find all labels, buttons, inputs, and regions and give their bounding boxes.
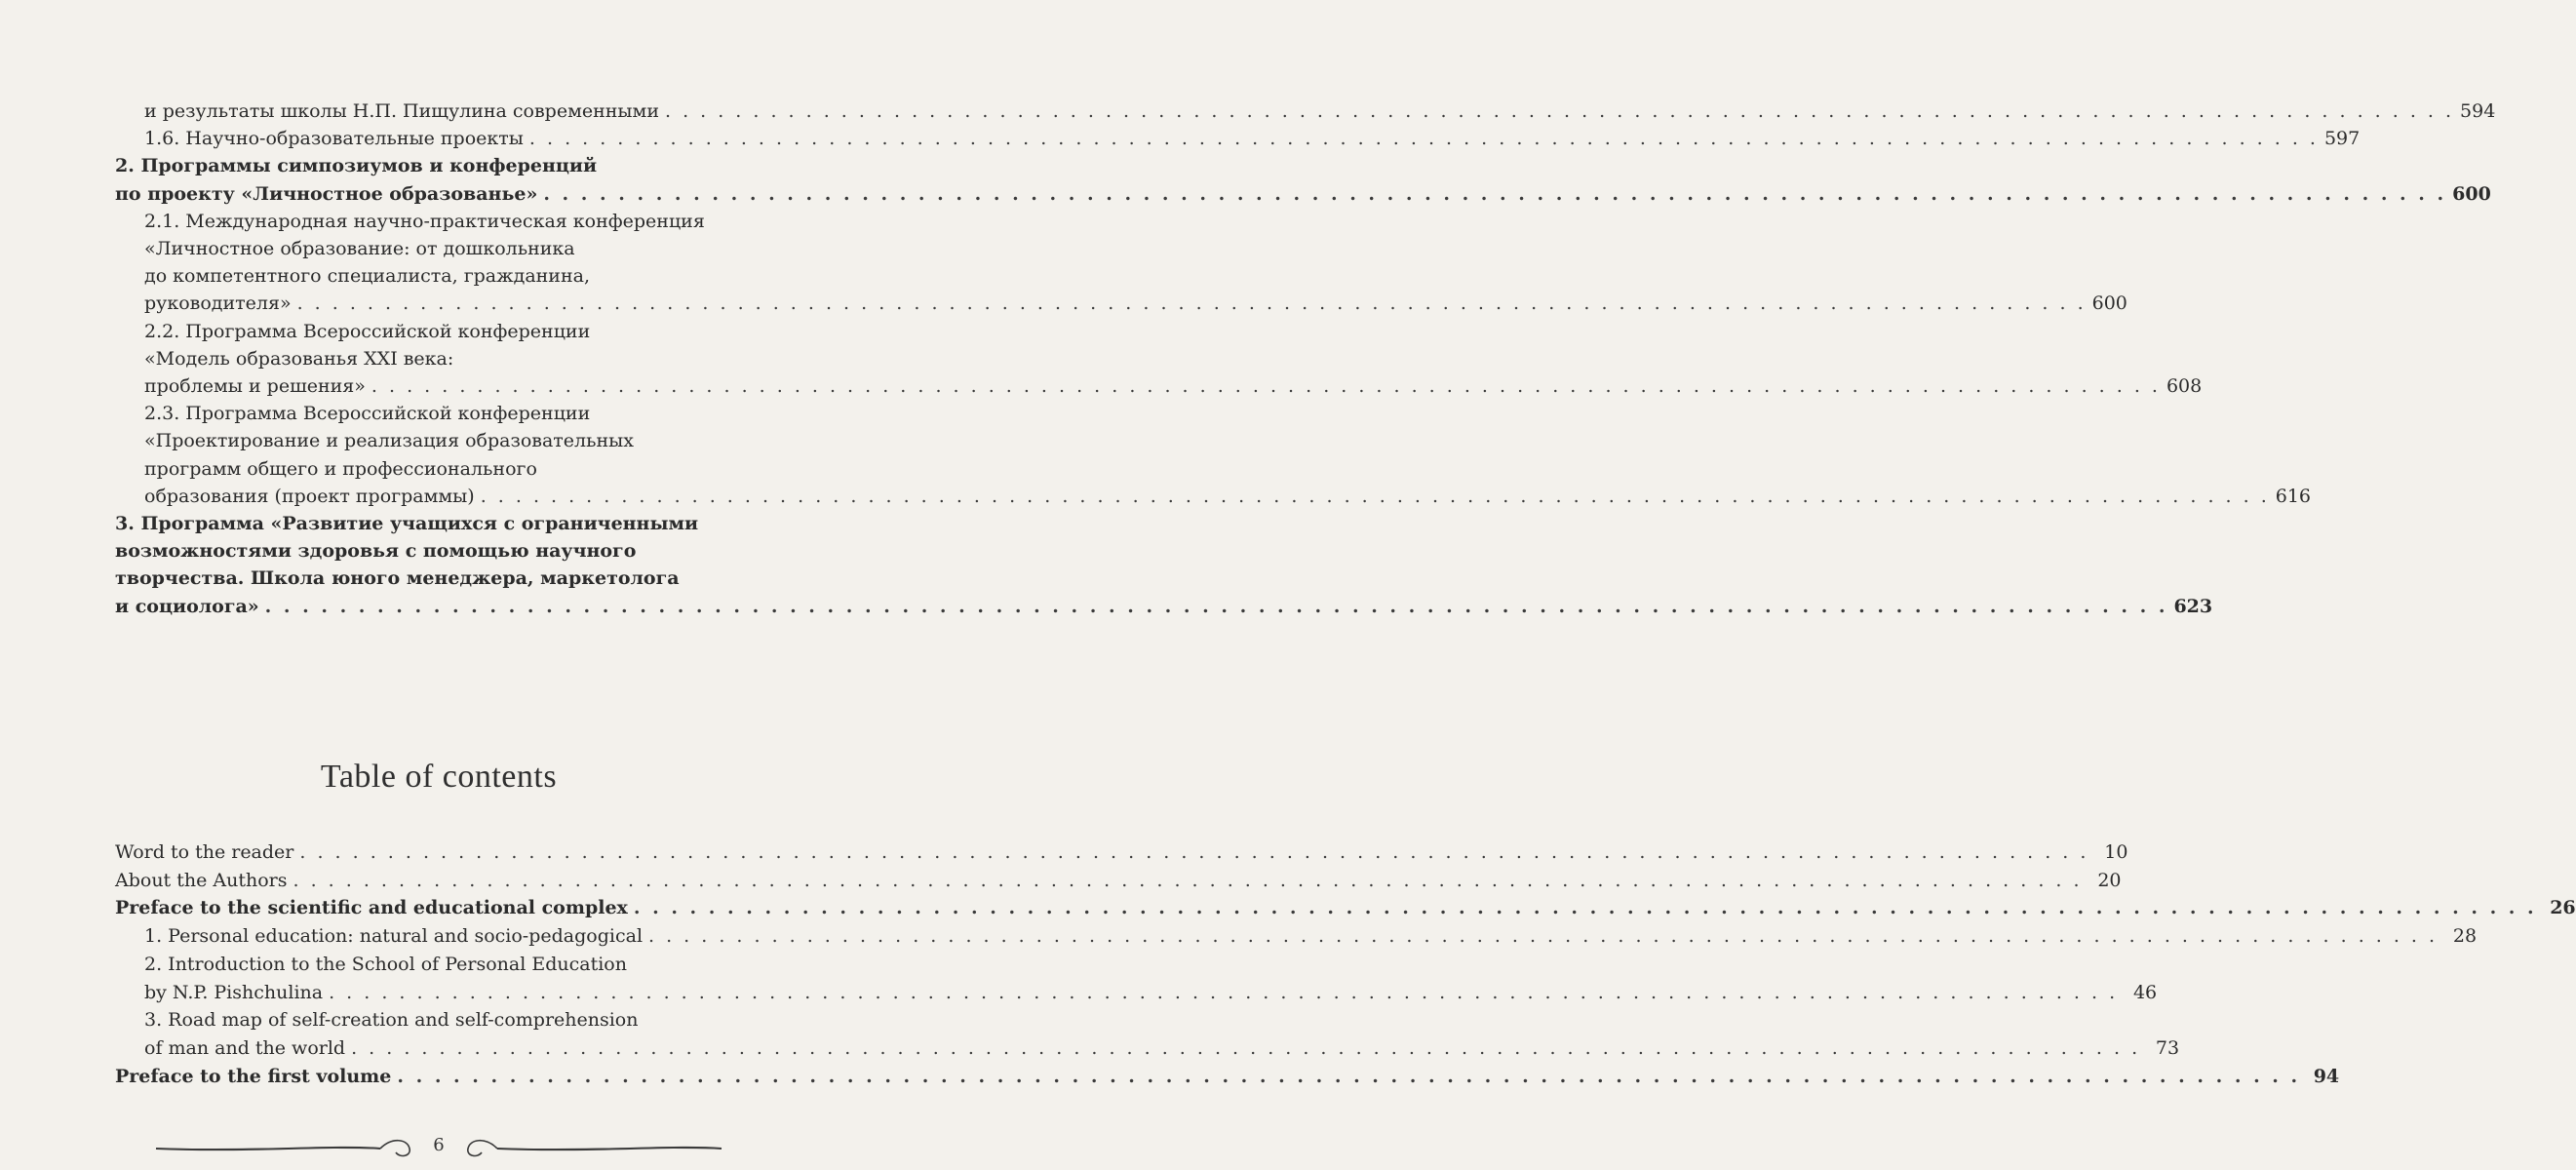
toc-entry-title: Preface to the first volume (115, 1065, 392, 1087)
toc-entry-title: 3. Программа «Развитие учащихся с ограниченными (115, 513, 699, 534)
toc-entry (115, 949, 780, 980)
toc-entry (115, 920, 2478, 952)
toc-entry-title: и результаты школы Н.П. Пищулина современными (144, 100, 659, 122)
toc-entry (115, 453, 780, 485)
toc-entry (115, 343, 780, 374)
toc-entry-title: 2. Программы симпозиумов и конференций (115, 155, 598, 177)
toc-entry (115, 150, 780, 181)
toc-entry (115, 260, 780, 292)
toc-entry (115, 508, 780, 539)
toc-entry-title: 2.1. Международная научно-практическая конференция (144, 210, 705, 232)
toc-entry-title: проблемы и решения» (144, 375, 366, 397)
toc-entry (115, 865, 2122, 896)
toc-entry (115, 977, 2158, 1008)
page-number: 6 (433, 1135, 445, 1155)
toc-entry-title: до компетентного специалиста, гражданина, (144, 265, 591, 288)
toc-entry (115, 233, 780, 264)
toc-entry-page: 600 (2452, 182, 2491, 205)
dot-leader (481, 481, 2270, 512)
toc-entry-page: 26 (2550, 897, 2576, 919)
toc-entry-page: 608 (2166, 375, 2203, 397)
toc-entry (115, 535, 780, 566)
dot-leader (543, 178, 2446, 210)
dot-leader (329, 977, 2118, 1008)
toc-entry (115, 1061, 2340, 1092)
toc-entry-page: 28 (2452, 925, 2478, 948)
toc-entry-title: Word to the reader (115, 841, 294, 863)
toc-entry-title: «Личностное образование: от дошкольника (144, 238, 575, 259)
toc-entry (115, 1033, 2180, 1064)
toc-entry-page: 46 (2132, 981, 2158, 1003)
toc-entry (115, 1004, 780, 1035)
toc-entry-title: «Проектирование и реализация образовательных (144, 430, 634, 452)
toc-entry-title: «Модель образованья XXI века: (144, 347, 454, 370)
toc-entry-title: 2.3. Программа Всероссийской конференции (144, 403, 591, 425)
toc-entry-title: руководителя» (144, 292, 292, 315)
toc-entry (115, 370, 2203, 402)
toc-entry-title: и социолога» (115, 595, 259, 617)
toc-entry-page: 623 (2173, 595, 2213, 617)
toc-entry-title: по проекту «Личностное образованье» (115, 182, 538, 205)
page-footer (137, 1129, 741, 1168)
section-title: Table of contents (320, 759, 558, 795)
dot-leader (634, 892, 2537, 923)
toc-entry-title: 3. Road map of self-creation and self-comprehension (144, 1009, 639, 1032)
toc-entry-title: программ общего и профессионального (144, 457, 537, 480)
toc-entry-title: by N.P. Pishchulina (144, 981, 324, 1003)
dot-leader (665, 96, 2454, 127)
dot-leader (648, 920, 2438, 952)
toc-entry-page: 616 (2275, 485, 2311, 507)
dot-leader (293, 865, 2083, 896)
toc-entry (115, 481, 2311, 512)
toc-entry (115, 892, 2576, 923)
toc-entry (115, 288, 2127, 319)
toc-entry (115, 206, 780, 237)
toc-entry (115, 425, 780, 456)
toc-entry (115, 563, 780, 594)
toc-entry-title: Preface to the scientific and educational complex (115, 897, 628, 919)
toc-entry-title: возможностями здоровья с помощью научного (115, 540, 637, 563)
toc-entry-page: 73 (2155, 1036, 2180, 1059)
toc-entry-title: of man and the world (144, 1036, 346, 1059)
toc-entry (115, 837, 2128, 868)
dot-leader (529, 123, 2319, 154)
dot-leader (371, 370, 2161, 402)
toc-entry-title: 2. Introduction to the School of Personal Education (144, 953, 627, 975)
dot-leader (351, 1033, 2140, 1064)
dot-leader (297, 288, 2087, 319)
toc-entry-page: 600 (2091, 292, 2127, 315)
toc-entry-page: 10 (2104, 841, 2128, 863)
toc-entry-title: About the Authors (115, 869, 288, 891)
toc-entry (115, 398, 780, 429)
toc-entry-title: образования (проект программы) (144, 485, 475, 507)
toc-entry (115, 591, 2213, 622)
dot-leader (397, 1061, 2300, 1092)
toc-entry-page: 594 (2460, 100, 2496, 122)
toc-entry (115, 123, 2361, 154)
toc-entry-title: 1. Personal education: natural and socio-pedagogical (144, 925, 644, 948)
toc-entry-page: 597 (2323, 128, 2361, 150)
toc-entry (115, 316, 780, 347)
toc-entry-title: 1.6. Научно-образовательные проекты (144, 128, 524, 150)
toc-entry (115, 96, 2496, 127)
toc-entry-page: 94 (2313, 1065, 2340, 1087)
toc-entry (115, 178, 2491, 210)
toc-entry-title: творчества. Школа юного менеджера, маркетолога (115, 567, 680, 590)
toc-entry-title: 2.2. Программа Всероссийской конференции (144, 320, 591, 342)
dot-leader (265, 591, 2168, 622)
toc-entry-page: 20 (2097, 869, 2122, 891)
dot-leader (299, 837, 2088, 868)
